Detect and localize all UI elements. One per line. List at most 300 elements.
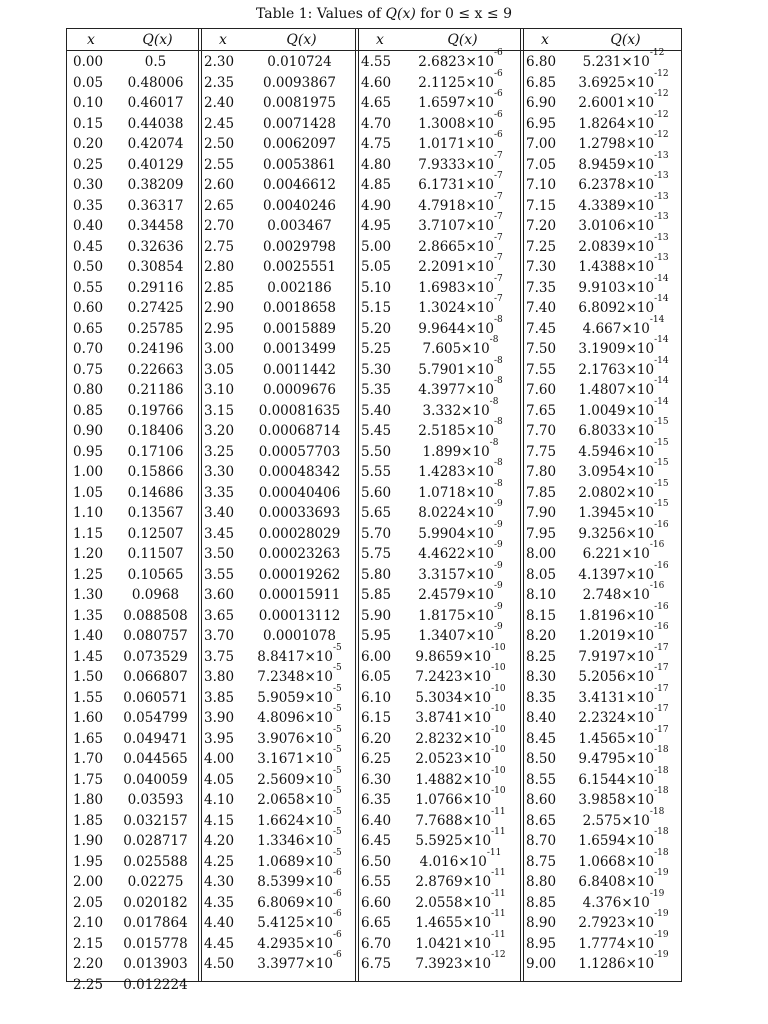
x-value: 2.75	[204, 238, 235, 255]
x-value: 2.50	[204, 136, 235, 152]
x-value: 7.60	[526, 382, 557, 398]
x-value: 6.05	[361, 669, 392, 685]
q-value: 0.10565	[127, 566, 184, 583]
q-value: $4.016\times 10^{-11}$	[419, 847, 502, 870]
q-value: 0.40129	[127, 156, 184, 173]
column-group-4	[522, 29, 683, 981]
exponent: -14	[654, 396, 669, 407]
q-value: $4.7918\times 10^{-7}$	[418, 191, 503, 214]
exponent: -16	[649, 540, 665, 550]
q-value: $6.221\times 10^{-16}$	[582, 540, 665, 562]
exponent: -13	[654, 212, 669, 222]
q-value: 0.15866	[127, 464, 184, 480]
x-value: 4.20	[204, 833, 235, 849]
x-value: 6.25	[361, 751, 392, 767]
q-value: $1.0689\times 10^{-5}$	[257, 847, 342, 870]
exponent: -9	[493, 601, 503, 612]
x-value: 8.35	[526, 689, 557, 706]
group-divider	[523, 29, 524, 981]
q-value: $8.5399\times 10^{-6}$	[257, 868, 342, 890]
q-value: $6.1731\times 10^{-7}$	[418, 171, 503, 193]
x-value: 7.20	[526, 218, 557, 234]
x-value: 7.40	[526, 300, 557, 316]
x-value: 2.95	[204, 320, 235, 337]
x-value: 0.70	[73, 341, 104, 357]
q-value: $7.2423\times 10^{-10}$	[415, 663, 506, 685]
x-value: 4.90	[361, 197, 392, 214]
x-value: 5.40	[361, 402, 392, 419]
exponent: -16	[654, 560, 669, 571]
caption-prefix: Table 1: Values of	[256, 6, 386, 22]
x-value: 7.75	[526, 443, 557, 460]
x-value: 4.45	[204, 935, 235, 952]
exponent: -12	[649, 48, 665, 58]
exponent: -9	[493, 581, 503, 591]
exponent: -15	[654, 478, 669, 489]
exponent: -8	[493, 478, 503, 489]
exponent: -15	[654, 458, 669, 468]
x-value: 5.25	[361, 341, 392, 357]
q-value: $4.1397\times 10^{-16}$	[578, 560, 669, 583]
x-value: 8.05	[526, 566, 557, 583]
q-value: $2.6001\times 10^{-12}$	[578, 89, 669, 111]
q-value: 0.30854	[127, 259, 184, 275]
q-value: $1.0718\times 10^{-8}$	[418, 478, 503, 501]
x-value: 5.65	[361, 505, 392, 521]
q-value: $2.6823\times 10^{-6}$	[418, 48, 503, 70]
group-divider	[355, 29, 356, 981]
x-value: 0.65	[73, 320, 104, 337]
x-value: 7.90	[526, 505, 557, 521]
q-value: $3.0954\times 10^{-15}$	[578, 458, 669, 480]
exponent: -16	[649, 581, 665, 591]
x-value: 2.30	[204, 54, 235, 70]
q-value: $9.9644\times 10^{-8}$	[418, 314, 503, 337]
exponent: -5	[332, 683, 342, 694]
q-value: $3.3157\times 10^{-9}$	[418, 560, 503, 583]
x-value: 5.95	[361, 628, 392, 644]
exponent: -6	[332, 868, 342, 878]
q-value: $3.1671\times 10^{-5}$	[257, 745, 342, 767]
caption-suffix: for 0 ≤ x ≤ 9	[415, 6, 512, 22]
q-value: $3.6925\times 10^{-12}$	[578, 68, 669, 91]
q-value: 0.010724	[267, 54, 332, 70]
q-value: $1.4283\times 10^{-8}$	[418, 458, 503, 480]
q-value: 0.00013112	[258, 607, 341, 624]
x-value: 1.05	[73, 484, 104, 501]
q-value: $9.8659\times 10^{-10}$	[415, 642, 506, 665]
exponent: -19	[654, 929, 669, 940]
q-value: $2.5609\times 10^{-5}$	[257, 765, 342, 788]
x-value: 8.80	[526, 874, 557, 890]
exponent: -12	[654, 130, 669, 140]
x-value: 8.65	[526, 812, 557, 829]
q-value: $2.0802\times 10^{-15}$	[578, 478, 669, 501]
x-value: 5.15	[361, 300, 392, 316]
x-value: 2.85	[204, 279, 235, 296]
x-value: 7.95	[526, 525, 557, 542]
group-divider	[358, 29, 359, 981]
q-value: 0.48006	[127, 74, 184, 91]
q-value: $1.0421\times 10^{-11}$	[415, 929, 506, 952]
x-value: 2.20	[73, 956, 104, 972]
exponent: -7	[493, 273, 503, 284]
exponent: -5	[332, 806, 342, 817]
q-value: $1.0049\times 10^{-14}$	[578, 396, 669, 419]
exponent: -8	[489, 437, 499, 448]
x-value: 2.40	[204, 95, 235, 111]
exponent: -8	[489, 396, 499, 407]
exponent: -6	[332, 929, 342, 940]
exponent: -18	[649, 806, 665, 817]
q-value: $1.4388\times 10^{-13}$	[578, 253, 669, 275]
x-value: 3.70	[204, 628, 235, 644]
x-value: 4.75	[361, 136, 392, 152]
x-value: 4.40	[204, 915, 235, 931]
exponent: -18	[654, 786, 669, 796]
exponent: -5	[332, 724, 342, 735]
exponent: -7	[493, 294, 503, 304]
q-value: 0.00040406	[258, 484, 341, 501]
q-value: $8.8417\times 10^{-5}$	[257, 642, 342, 665]
x-value: 0.40	[73, 218, 104, 234]
q-value: $2.1125\times 10^{-6}$	[418, 68, 503, 91]
q-value: 0.013903	[123, 956, 188, 972]
exponent: -11	[491, 827, 506, 837]
exponent: -12	[654, 109, 669, 120]
x-value: 3.90	[204, 710, 235, 726]
exponent: -14	[654, 335, 669, 345]
x-value: 7.65	[526, 402, 557, 419]
q-value: $7.2348\times 10^{-5}$	[257, 663, 342, 685]
q-value: 0.12507	[127, 525, 184, 542]
x-value: 2.60	[204, 177, 235, 193]
q-value: $9.3256\times 10^{-16}$	[578, 519, 669, 542]
q-value: 0.44038	[127, 115, 184, 132]
x-value: 7.70	[526, 423, 557, 439]
x-value: 3.05	[204, 361, 235, 378]
exponent: -18	[654, 765, 669, 776]
exponent: -5	[332, 786, 342, 796]
q-value: $1.3407\times 10^{-9}$	[418, 622, 503, 644]
q-value: 0.0968	[131, 587, 180, 603]
q-value: $4.3977\times 10^{-8}$	[418, 376, 503, 398]
x-value: 6.65	[361, 915, 392, 931]
q-value: 0.00019262	[258, 566, 341, 583]
x-value: 7.80	[526, 464, 557, 480]
exponent: -5	[332, 827, 342, 837]
exponent: -13	[654, 232, 669, 243]
q-value: $4.5946\times 10^{-15}$	[578, 437, 669, 460]
x-value: 0.95	[73, 443, 104, 460]
exponent: -10	[491, 642, 506, 653]
x-value: 8.25	[526, 648, 557, 665]
x-value: 3.10	[204, 382, 235, 398]
x-value: 5.45	[361, 423, 392, 439]
q-value: $1.4655\times 10^{-11}$	[415, 909, 506, 931]
x-value: 4.60	[361, 74, 392, 91]
exponent: -7	[493, 150, 503, 161]
q-value: $1.4807\times 10^{-14}$	[578, 376, 669, 398]
x-value: 3.55	[204, 566, 235, 583]
x-value: 5.05	[361, 259, 392, 275]
q-value: 0.0018658	[262, 300, 336, 316]
x-value: 3.25	[204, 443, 235, 460]
x-value: 6.35	[361, 792, 392, 808]
exponent: -14	[654, 294, 669, 304]
q-value: 0.003467	[267, 218, 332, 234]
exponent: -19	[654, 868, 669, 878]
q-value: $1.7774\times 10^{-19}$	[578, 929, 669, 952]
exponent: -5	[332, 847, 342, 858]
x-value: 2.35	[204, 74, 235, 91]
header-x: x	[376, 32, 384, 48]
q-value: 0.0081975	[262, 95, 336, 111]
q-value: $1.0171\times 10^{-6}$	[418, 130, 503, 152]
q-value: 0.0001078	[262, 628, 336, 644]
exponent: -10	[491, 704, 506, 714]
q-value: 0.25785	[127, 320, 184, 337]
x-value: 0.15	[73, 115, 104, 132]
q-value: 0.29116	[127, 279, 184, 296]
q-value: $1.6597\times 10^{-6}$	[418, 89, 503, 111]
header-q: Q(x)	[610, 32, 641, 48]
exponent: -7	[493, 253, 503, 263]
header-x: x	[541, 32, 549, 48]
exponent: -11	[486, 847, 502, 858]
q-value: $1.6983\times 10^{-7}$	[418, 273, 503, 296]
q-value: 0.34458	[127, 218, 184, 234]
x-value: 2.90	[204, 300, 235, 316]
x-value: 7.50	[526, 341, 557, 357]
exponent: -12	[654, 68, 669, 79]
x-value: 8.50	[526, 751, 557, 767]
exponent: -7	[493, 212, 503, 222]
exponent: -15	[654, 417, 669, 427]
q-value: $3.7107\times 10^{-7}$	[418, 212, 503, 234]
x-value: 1.00	[73, 464, 104, 480]
x-value: 5.90	[361, 607, 392, 624]
q-value: $2.7923\times 10^{-19}$	[578, 909, 669, 931]
exponent: -7	[493, 232, 503, 243]
exponent: -15	[654, 499, 669, 509]
x-value: 9.00	[526, 956, 557, 972]
x-value: 3.00	[204, 341, 235, 357]
x-value: 2.10	[73, 915, 104, 931]
q-value: 0.03593	[127, 792, 184, 808]
x-value: 1.85	[73, 812, 104, 829]
x-value: 4.80	[361, 156, 392, 173]
q-value: 0.060571	[123, 689, 188, 706]
q-value: $3.4131\times 10^{-17}$	[578, 683, 669, 706]
x-value: 5.75	[361, 546, 392, 562]
exponent: -7	[493, 191, 503, 202]
q-value: $2.0658\times 10^{-5}$	[257, 786, 342, 808]
exponent: -6	[493, 48, 503, 58]
x-value: 3.95	[204, 730, 235, 747]
x-value: 7.00	[526, 136, 557, 152]
x-value: 8.75	[526, 853, 557, 870]
x-value: 8.45	[526, 730, 557, 747]
q-value: 0.080757	[123, 628, 188, 644]
x-value: 1.45	[73, 648, 104, 665]
exponent: -5	[332, 642, 342, 653]
caption-function: Q(x)	[385, 6, 416, 22]
x-value: 1.80	[73, 792, 104, 808]
x-value: 1.40	[73, 628, 104, 644]
q-value: 0.066807	[123, 669, 188, 685]
x-value: 5.55	[361, 464, 392, 480]
x-value: 8.70	[526, 833, 557, 849]
q-value: 0.0053861	[262, 156, 336, 173]
x-value: 1.55	[73, 689, 104, 706]
x-value: 7.10	[526, 177, 557, 193]
q-value: $2.0839\times 10^{-13}$	[578, 232, 669, 255]
x-value: 2.25	[73, 976, 104, 993]
q-value: 0.017864	[123, 915, 188, 931]
group-divider	[198, 29, 199, 981]
x-value: 8.00	[526, 546, 557, 562]
x-value: 6.60	[361, 894, 392, 911]
exponent: -10	[491, 745, 506, 755]
q-value: $5.9904\times 10^{-9}$	[418, 519, 503, 542]
x-value: 3.20	[204, 423, 235, 439]
q-value: $6.8033\times 10^{-15}$	[578, 417, 669, 439]
exponent: -12	[491, 950, 506, 960]
q-value: $2.8232\times 10^{-10}$	[415, 724, 506, 747]
q-value: $5.9059\times 10^{-5}$	[257, 683, 342, 706]
q-value: 0.0040246	[262, 197, 336, 214]
exponent: -11	[491, 868, 506, 878]
q-value: 0.17106	[127, 443, 184, 460]
q-value: $3.332\times 10^{-8}$	[422, 396, 499, 419]
q-value: $1.8196\times 10^{-16}$	[578, 601, 669, 624]
q-value: 0.012224	[123, 976, 188, 993]
q-value: 0.5	[144, 54, 167, 70]
exponent: -10	[491, 683, 506, 694]
x-value: 2.65	[204, 197, 235, 214]
q-value: 0.020182	[123, 894, 188, 911]
x-value: 6.30	[361, 771, 392, 788]
exponent: -13	[654, 171, 669, 181]
q-value: $2.4579\times 10^{-9}$	[418, 581, 503, 603]
x-value: 8.60	[526, 792, 557, 808]
q-value: $3.3977\times 10^{-6}$	[257, 950, 342, 972]
q-value: 0.00081635	[258, 402, 341, 419]
q-value: 0.38209	[127, 177, 184, 193]
exponent: -13	[654, 191, 669, 202]
q-value: $6.8069\times 10^{-6}$	[257, 888, 342, 911]
q-value: $6.1544\times 10^{-18}$	[578, 765, 669, 788]
x-value: 6.85	[526, 74, 557, 91]
x-value: 5.35	[361, 382, 392, 398]
q-value: $6.8092\times 10^{-14}$	[578, 294, 669, 316]
q-value: $5.4125\times 10^{-6}$	[257, 909, 342, 931]
x-value: 1.35	[73, 607, 104, 624]
x-value: 5.30	[361, 361, 392, 378]
exponent: -6	[332, 888, 342, 899]
q-value: 0.19766	[127, 402, 184, 419]
x-value: 0.10	[73, 95, 104, 111]
x-value: 1.25	[73, 566, 104, 583]
x-value: 3.45	[204, 525, 235, 542]
q-value: 0.22663	[127, 361, 184, 378]
q-value: 0.13567	[127, 505, 184, 521]
q-value: $3.0106\times 10^{-13}$	[578, 212, 669, 234]
x-value: 4.85	[361, 177, 392, 193]
x-value: 0.80	[73, 382, 104, 398]
x-value: 1.75	[73, 771, 104, 788]
x-value: 2.15	[73, 935, 104, 952]
x-value: 4.30	[204, 874, 235, 890]
q-value: $1.0668\times 10^{-18}$	[578, 847, 669, 870]
exponent: -10	[491, 724, 506, 735]
q-value: $2.748\times 10^{-16}$	[582, 581, 665, 603]
q-value: 0.46017	[127, 95, 184, 111]
exponent: -16	[654, 519, 669, 530]
x-value: 5.20	[361, 320, 392, 337]
x-value: 5.85	[361, 587, 392, 603]
x-value: 4.25	[204, 853, 235, 870]
exponent: -16	[654, 622, 669, 632]
x-value: 7.25	[526, 238, 557, 255]
q-value: 0.18406	[127, 423, 184, 439]
q-value: $9.4795\times 10^{-18}$	[578, 745, 669, 767]
exponent: -12	[654, 89, 669, 99]
x-value: 5.60	[361, 484, 392, 501]
x-value: 8.20	[526, 628, 557, 644]
x-value: 7.55	[526, 361, 557, 378]
exponent: -17	[654, 642, 669, 653]
x-value: 7.15	[526, 197, 557, 214]
q-value: $1.8264\times 10^{-12}$	[578, 109, 669, 132]
x-value: 1.65	[73, 730, 104, 747]
x-value: 2.80	[204, 259, 235, 275]
exponent: -8	[493, 314, 503, 325]
x-value: 2.05	[73, 894, 104, 911]
q-value: 0.00057703	[258, 443, 341, 460]
q-value: 0.0025551	[262, 259, 336, 275]
x-value: 6.15	[361, 710, 392, 726]
x-value: 0.30	[73, 177, 104, 193]
q-value: $4.376\times 10^{-19}$	[582, 888, 665, 911]
x-value: 1.95	[73, 853, 104, 870]
q-value: $6.2378\times 10^{-13}$	[578, 171, 669, 193]
q-value: $2.575\times 10^{-18}$	[582, 806, 665, 829]
exponent: -10	[491, 765, 506, 776]
x-value: 2.55	[204, 156, 235, 173]
q-value: $5.2056\times 10^{-17}$	[578, 663, 669, 685]
column-group-3	[357, 29, 522, 981]
q-value: $2.0558\times 10^{-11}$	[415, 888, 506, 911]
q-value: $4.2935\times 10^{-6}$	[257, 929, 342, 952]
x-value: 0.55	[73, 279, 104, 296]
x-value: 3.75	[204, 648, 235, 665]
exponent: -5	[332, 745, 342, 755]
exponent: -17	[654, 704, 669, 714]
x-value: 3.30	[204, 464, 235, 480]
q-value: 0.00068714	[258, 423, 341, 439]
q-value: $2.2324\times 10^{-17}$	[578, 704, 669, 726]
x-value: 2.70	[204, 218, 235, 234]
q-value: $5.7901\times 10^{-8}$	[418, 355, 503, 378]
q-value: $8.0224\times 10^{-9}$	[418, 499, 503, 521]
x-value: 8.85	[526, 894, 557, 911]
exponent: -14	[649, 314, 665, 325]
x-value: 6.10	[361, 689, 392, 706]
x-value: 7.35	[526, 279, 557, 296]
x-value: 4.10	[204, 792, 235, 808]
